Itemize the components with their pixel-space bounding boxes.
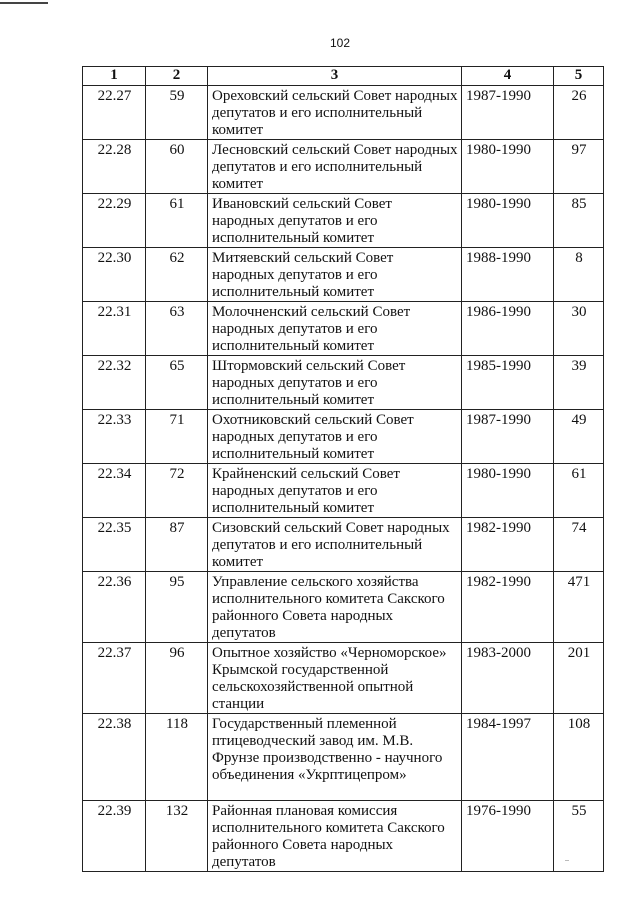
row-index-cell: 22.39 bbox=[83, 801, 146, 872]
row-name-cell: Лесновский сельский Совет народных депутатов и его исполнительный комитет bbox=[208, 140, 462, 194]
row-index-cell: 22.35 bbox=[83, 518, 146, 572]
row-number-cell: 62 bbox=[146, 248, 208, 302]
row-count-cell: 8 bbox=[554, 248, 604, 302]
row-years-cell: 1980-1990 bbox=[462, 194, 554, 248]
table-row bbox=[83, 248, 604, 302]
row-count-cell: 30 bbox=[554, 302, 604, 356]
row-years-cell: 1983-2000 bbox=[462, 643, 554, 714]
register-table bbox=[82, 66, 604, 872]
row-name-cell: Сизовский сельский Совет народных депутатов и его исполнительный комитет bbox=[208, 518, 462, 572]
row-years-cell: 1980-1990 bbox=[462, 464, 554, 518]
row-count-cell: 61 bbox=[554, 464, 604, 518]
table-row bbox=[83, 801, 604, 872]
table-row bbox=[83, 356, 604, 410]
table-row bbox=[83, 302, 604, 356]
row-name-cell: Молочненский сельский Совет народных депутатов и его исполнительный комитет bbox=[208, 302, 462, 356]
row-count-cell: 85 bbox=[554, 194, 604, 248]
row-index-cell: 22.33 bbox=[83, 410, 146, 464]
row-index-cell: 22.37 bbox=[83, 643, 146, 714]
column-header-name: 3 bbox=[208, 67, 462, 86]
row-count-cell: 55 bbox=[554, 801, 604, 872]
row-name-cell: Штормовский сельский Совет народных депутатов и его исполнительный комитет bbox=[208, 356, 462, 410]
row-count-cell: 471 bbox=[554, 572, 604, 643]
table-row bbox=[83, 714, 604, 801]
table-row bbox=[83, 410, 604, 464]
row-index-cell: 22.27 bbox=[83, 86, 146, 140]
row-name-cell: Ивановский сельский Совет народных депутатов и его исполнительный комитет bbox=[208, 194, 462, 248]
table-row bbox=[83, 643, 604, 714]
scan-artifact bbox=[565, 860, 569, 861]
row-number-cell: 61 bbox=[146, 194, 208, 248]
table-row bbox=[83, 572, 604, 643]
row-number-cell: 65 bbox=[146, 356, 208, 410]
row-name-cell: Охотниковский сельский Совет народных депутатов и его исполнительный комитет bbox=[208, 410, 462, 464]
row-name-cell: Митяевский сельский Совет народных депутатов и его исполнительный комитет bbox=[208, 248, 462, 302]
row-years-cell: 1984-1997 bbox=[462, 714, 554, 801]
row-years-cell: 1982-1990 bbox=[462, 572, 554, 643]
table-row bbox=[83, 518, 604, 572]
row-years-cell: 1980-1990 bbox=[462, 140, 554, 194]
row-count-cell: 49 bbox=[554, 410, 604, 464]
row-name-cell: Ореховский сельский Совет народных депутатов и его исполнительный комитет bbox=[208, 86, 462, 140]
row-index-cell: 22.28 bbox=[83, 140, 146, 194]
row-count-cell: 97 bbox=[554, 140, 604, 194]
row-number-cell: 95 bbox=[146, 572, 208, 643]
row-number-cell: 72 bbox=[146, 464, 208, 518]
row-number-cell: 87 bbox=[146, 518, 208, 572]
row-count-cell: 74 bbox=[554, 518, 604, 572]
table-row bbox=[83, 464, 604, 518]
column-header-number: 2 bbox=[146, 67, 208, 86]
row-number-cell: 59 bbox=[146, 86, 208, 140]
table-row bbox=[83, 86, 604, 140]
row-name-cell: Районная плановая комиссия исполнительного комитета Сакского районного Совета народных депутатов bbox=[208, 801, 462, 872]
row-index-cell: 22.34 bbox=[83, 464, 146, 518]
row-number-cell: 118 bbox=[146, 714, 208, 801]
row-count-cell: 26 bbox=[554, 86, 604, 140]
table-row bbox=[83, 140, 604, 194]
row-index-cell: 22.30 bbox=[83, 248, 146, 302]
row-years-cell: 1976-1990 bbox=[462, 801, 554, 872]
row-years-cell: 1985-1990 bbox=[462, 356, 554, 410]
column-header-index: 1 bbox=[83, 67, 146, 86]
row-years-cell: 1987-1990 bbox=[462, 410, 554, 464]
row-years-cell: 1986-1990 bbox=[462, 302, 554, 356]
row-number-cell: 60 bbox=[146, 140, 208, 194]
row-number-cell: 71 bbox=[146, 410, 208, 464]
page-number: 102 bbox=[329, 36, 351, 50]
row-number-cell: 63 bbox=[146, 302, 208, 356]
row-name-cell: Крайненский сельский Совет народных депутатов и его исполнительный комитет bbox=[208, 464, 462, 518]
row-index-cell: 22.32 bbox=[83, 356, 146, 410]
row-number-cell: 132 bbox=[146, 801, 208, 872]
row-name-cell: Государственный племенной птицеводческий завод им. М.В. Фрунзе производственно - научного объединения «Укрптицепром» bbox=[208, 714, 462, 801]
row-index-cell: 22.29 bbox=[83, 194, 146, 248]
row-index-cell: 22.38 bbox=[83, 714, 146, 801]
corner-scan-mark bbox=[0, 2, 48, 4]
register-body bbox=[83, 86, 604, 872]
row-count-cell: 39 bbox=[554, 356, 604, 410]
table-row bbox=[83, 194, 604, 248]
row-index-cell: 22.36 bbox=[83, 572, 146, 643]
row-years-cell: 1988-1990 bbox=[462, 248, 554, 302]
row-name-cell: Управление сельского хозяйства исполнительного комитета Сакского районного Совета народных депутатов bbox=[208, 572, 462, 643]
row-name-cell: Опытное хозяйство «Черноморское» Крымской государственной сельскохозяйственной опытной станции bbox=[208, 643, 462, 714]
row-years-cell: 1982-1990 bbox=[462, 518, 554, 572]
row-index-cell: 22.31 bbox=[83, 302, 146, 356]
row-count-cell: 108 bbox=[554, 714, 604, 801]
row-years-cell: 1987-1990 bbox=[462, 86, 554, 140]
column-header-years: 4 bbox=[462, 67, 554, 86]
column-header-count: 5 bbox=[554, 67, 604, 86]
table-header-row bbox=[83, 67, 604, 86]
row-number-cell: 96 bbox=[146, 643, 208, 714]
row-count-cell: 201 bbox=[554, 643, 604, 714]
